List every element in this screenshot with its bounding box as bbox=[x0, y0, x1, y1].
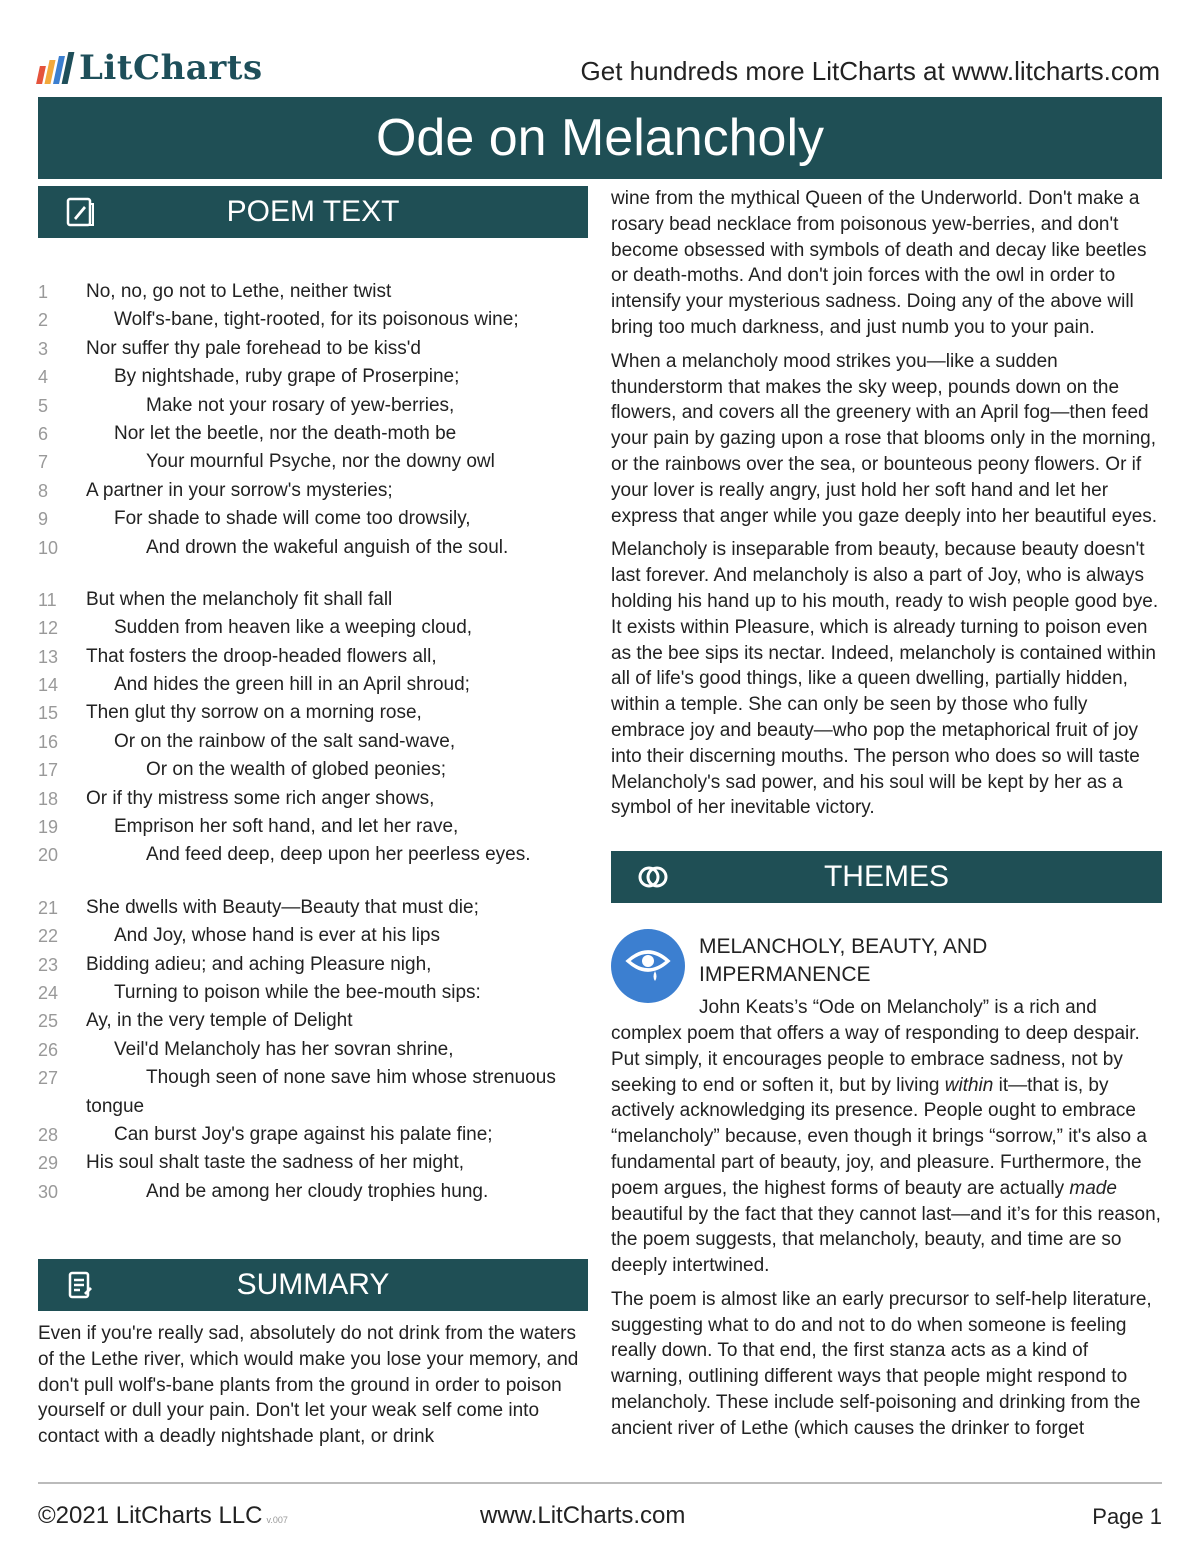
line-text bbox=[114, 922, 440, 950]
line-text bbox=[86, 1007, 352, 1035]
line-number: 17 bbox=[38, 760, 59, 781]
line-text bbox=[146, 841, 531, 869]
line-text-part: And feed deep, deep upon her peerless eyes. bbox=[146, 844, 531, 866]
theme-paragraph bbox=[611, 995, 1162, 1279]
poem-line bbox=[38, 1178, 588, 1206]
line-number: 6 bbox=[38, 423, 49, 444]
poem-line bbox=[38, 951, 588, 979]
poem-line bbox=[38, 534, 588, 562]
poem-line bbox=[38, 1064, 588, 1121]
theme-text: beautiful by the fact that they cannot last—and it’s for this reason, the poem suggests, that melancholy, beauty, and time are so deeply intertwined. bbox=[611, 1203, 1161, 1277]
line-text-part: And be among her cloudy trophies hung. bbox=[146, 1180, 489, 1202]
line-text bbox=[86, 1064, 626, 1121]
line-number: 20 bbox=[38, 845, 59, 866]
page-header bbox=[38, 48, 1162, 96]
footer-copyright bbox=[38, 1502, 288, 1530]
summary-section bbox=[38, 1259, 588, 1458]
line-text-part: That fosters the droop-headed flowers all, bbox=[86, 645, 437, 667]
line-number: 1 bbox=[38, 282, 49, 302]
poem-line bbox=[38, 586, 588, 614]
line-text-part: Bidding adieu; and aching Pleasure nigh, bbox=[86, 953, 432, 975]
line-text bbox=[146, 534, 508, 562]
poem-stanza bbox=[38, 586, 588, 870]
line-text-part: But when the melancholy fit shall fall bbox=[86, 588, 393, 610]
theme-paragraph: The poem is almost like an early precursor to self-help literature, suggesting what to do and not to do when someone is feeling really down. To that end, the first stanza acts as a kind of warning, outlining different ways that people might respond to melancholy. These include self-poisoning and drinking from the ancient river of Lethe (which causes the drinker to forget bbox=[611, 1288, 1152, 1439]
summary-header bbox=[38, 1259, 588, 1311]
line-text bbox=[86, 643, 437, 671]
poem-line bbox=[38, 813, 588, 841]
line-text-continuation: tongue bbox=[86, 1095, 145, 1117]
line-text-part: A partner in your sorrow's mysteries; bbox=[86, 479, 393, 501]
poem-line bbox=[38, 1036, 588, 1064]
poem-line bbox=[38, 699, 588, 727]
line-text-part: By nightshade, ruby grape of Proserpine; bbox=[114, 366, 460, 388]
line-number: 2 bbox=[38, 310, 49, 331]
poem-text-heading: POEM TEXT bbox=[226, 195, 400, 228]
theme-text-emphasis: made bbox=[1069, 1177, 1117, 1199]
line-text bbox=[146, 756, 446, 784]
line-text-part: And Joy, whose hand is ever at his lips bbox=[114, 925, 440, 947]
left-column bbox=[38, 186, 588, 1230]
line-number: 8 bbox=[38, 480, 49, 501]
footer-site-link[interactable]: www.LitCharts.com bbox=[480, 1502, 686, 1529]
poem-body bbox=[38, 278, 588, 1206]
poem-line bbox=[38, 785, 588, 813]
line-number: 11 bbox=[38, 589, 57, 610]
poem-line bbox=[38, 392, 588, 420]
line-number: 5 bbox=[38, 395, 49, 416]
line-number: 13 bbox=[38, 646, 59, 667]
line-text bbox=[86, 894, 479, 922]
line-number: 10 bbox=[38, 537, 59, 558]
line-text-part: Or on the rainbow of the salt sand-wave, bbox=[114, 730, 456, 752]
line-text-part: Turning to poison while the bee-mouth sips: bbox=[114, 981, 481, 1003]
poem-line bbox=[38, 671, 588, 699]
line-number: 12 bbox=[38, 618, 59, 639]
summary-paragraph: Even if you're really sad, absolutely do not drink from the waters of the Lethe river, which would make you lose your memory, and don't pull wolf's-bane plants from the ground in order to poison yourself or dull your pain. Don't let your weak self come into contact with a deadly nightshade plant, or drink bbox=[38, 1323, 579, 1448]
line-number: 16 bbox=[38, 731, 59, 752]
line-text bbox=[146, 392, 454, 420]
line-text bbox=[86, 335, 421, 363]
themes-header bbox=[611, 851, 1162, 903]
poem-line bbox=[38, 979, 588, 1007]
poem-line bbox=[38, 922, 588, 950]
line-text-part: Though seen of none save him whose strenuous bbox=[146, 1067, 556, 1089]
line-text bbox=[114, 728, 455, 756]
line-text bbox=[86, 785, 434, 813]
line-text-part: Can burst Joy's grape against his palate fine; bbox=[114, 1123, 493, 1145]
poem-line bbox=[38, 477, 588, 505]
logo-bars-icon bbox=[38, 52, 71, 84]
poem-line bbox=[38, 1149, 588, 1177]
line-text bbox=[86, 586, 392, 614]
poem-stanza bbox=[38, 894, 588, 1206]
line-text bbox=[146, 448, 495, 476]
poem-line bbox=[38, 756, 588, 784]
line-text-part: Emprison her soft hand, and let her rave, bbox=[114, 816, 459, 838]
line-text bbox=[114, 420, 456, 448]
line-text-part: Or on the wealth of globed peonies; bbox=[146, 759, 446, 781]
poem-line bbox=[38, 448, 588, 476]
page-number: Page 1 bbox=[1092, 1504, 1162, 1529]
line-text bbox=[114, 813, 458, 841]
line-number: 26 bbox=[38, 1039, 59, 1060]
line-number: 15 bbox=[38, 703, 59, 724]
line-text bbox=[86, 278, 391, 306]
summary-paragraph: Melancholy is inseparable from beauty, because beauty doesn't last forever. And melancholy is also a part of Joy, who is always holding his hand up to his mouth, ready to wish people good bye. It exists within Pleasure, which is already turning to poison even as the bee sips its nectar. Indeed, melancholy is contained within all of life's good things, like a queen dwelling, partially hidden, within a temple. She can only be seen by those who fully embrace joy and beauty—who pop the metaphorical fruit of joy into their discerning mouths. The person who does so will taste Melancholy's sad power, and his soul will be kept by her as a symbol of her inevitable victory. bbox=[611, 539, 1159, 819]
summary-paragraph: When a melancholy mood strikes you—like a sudden thunderstorm that makes the sky weep, pounds down on the flowers, and covers all the greenery with an April fog—then feed your pain by gazing upon a rose that blooms only in the morning, or the rainbows over the sea, or bounteous peony flowers. Or if your lover is really angry, just hold her soft hand and let her express that anger while you gaze deeply into her beautiful eyes. bbox=[611, 350, 1158, 527]
line-text bbox=[86, 1149, 464, 1177]
line-number: 27 bbox=[38, 1068, 59, 1089]
line-number: 29 bbox=[38, 1153, 59, 1174]
theme-heading-block bbox=[611, 929, 1162, 995]
page-title: Ode on Melancholy bbox=[38, 97, 1162, 179]
line-text bbox=[114, 671, 470, 699]
right-column bbox=[611, 186, 1162, 1450]
poem-line bbox=[38, 841, 588, 869]
footer-divider bbox=[38, 1482, 1162, 1484]
poem-line bbox=[38, 643, 588, 671]
poem-line bbox=[38, 894, 588, 922]
notes-icon bbox=[64, 1269, 96, 1301]
line-number: 21 bbox=[38, 897, 59, 918]
line-text-part: Sudden from heaven like a weeping cloud, bbox=[114, 617, 473, 639]
poem-line bbox=[38, 1007, 588, 1035]
line-number: 22 bbox=[38, 926, 59, 947]
poem-line bbox=[38, 1121, 588, 1149]
summary-heading: SUMMARY bbox=[236, 1268, 390, 1301]
poem-line bbox=[38, 278, 588, 306]
poem-line bbox=[38, 420, 588, 448]
line-text bbox=[86, 951, 431, 979]
line-text bbox=[114, 363, 459, 391]
line-number: 3 bbox=[38, 338, 49, 359]
theme-text: it—that is, by actively acknowledging its presence. People ought to embrace “melancholy” because, even though it brings “sorrow,” it's also a fundamental part of beauty, joy, and pleasure. Furthermore, the poem argues, the highest forms of beauty are actually bbox=[611, 1074, 1147, 1199]
poem-line bbox=[38, 505, 588, 533]
line-text-part: For shade to shade will come too drowsily, bbox=[114, 508, 471, 530]
line-text bbox=[114, 614, 472, 642]
version-text: v.007 bbox=[266, 1515, 288, 1525]
line-number: 24 bbox=[38, 982, 59, 1003]
summary-paragraph: wine from the mythical Queen of the Underworld. Don't make a rosary bead necklace from poisonous yew-berries, and don't become obsessed with symbols of death and decay like beetles or death-moths. And don't join forces with the owl in order to intensify your mysterious sadness. Doing any of the above will bring too much darkness, and just numb you to your pain. bbox=[611, 188, 1147, 338]
line-text-part: His soul shalt taste the sadness of her might, bbox=[86, 1152, 465, 1174]
line-number: 7 bbox=[38, 452, 49, 473]
line-text bbox=[114, 505, 471, 533]
poem-line bbox=[38, 614, 588, 642]
line-text-part: And drown the wakeful anguish of the soul. bbox=[146, 536, 509, 558]
line-number: 25 bbox=[38, 1011, 59, 1032]
line-number: 18 bbox=[38, 788, 59, 809]
poem-line bbox=[38, 335, 588, 363]
line-text-part: Ay, in the very temple of Delight bbox=[86, 1010, 353, 1032]
litcharts-logo[interactable] bbox=[38, 48, 263, 88]
line-text-part: Make not your rosary of yew-berries, bbox=[146, 394, 455, 416]
line-text-part: Or if thy mistress some rich anger shows, bbox=[86, 787, 435, 809]
line-number: 28 bbox=[38, 1124, 59, 1145]
crying-eye-icon bbox=[611, 929, 685, 1003]
line-text bbox=[114, 979, 481, 1007]
line-number: 9 bbox=[38, 509, 49, 530]
line-number: 30 bbox=[38, 1181, 59, 1202]
line-text-part: She dwells with Beauty—Beauty that must die; bbox=[86, 896, 479, 918]
line-text-part: Nor let the beetle, nor the death-moth be bbox=[114, 422, 457, 444]
line-text-part: Then glut thy sorrow on a morning rose, bbox=[86, 702, 422, 724]
line-number: 19 bbox=[38, 817, 59, 838]
line-text bbox=[114, 1036, 453, 1064]
theme-rings-icon bbox=[637, 861, 669, 893]
line-number: 23 bbox=[38, 954, 59, 975]
page-footer bbox=[38, 1500, 1162, 1536]
logo-text: LitCharts bbox=[79, 48, 263, 88]
line-text bbox=[114, 306, 519, 334]
poem-line bbox=[38, 728, 588, 756]
copyright-text: ©2021 LitCharts LLC bbox=[38, 1502, 263, 1529]
line-text-part: And hides the green hill in an April shroud; bbox=[114, 674, 470, 696]
line-text bbox=[86, 477, 393, 505]
line-number: 4 bbox=[38, 367, 49, 388]
theme-text-emphasis: within bbox=[944, 1074, 994, 1096]
line-text bbox=[86, 699, 422, 727]
poem-text-header bbox=[38, 186, 588, 238]
poem-line bbox=[38, 306, 588, 334]
line-text-part: Nor suffer thy pale forehead to be kiss'd bbox=[86, 337, 421, 359]
document-pen-icon bbox=[64, 196, 96, 228]
line-text-part: No, no, go not to Lethe, neither twist bbox=[86, 281, 392, 302]
themes-heading: THEMES bbox=[823, 860, 949, 894]
theme-title: MELANCHOLY, BEAUTY, AND IMPERMANENCE bbox=[699, 935, 988, 987]
theme-text: John Keats’s “Ode on Melancholy” is a rich and complex poem that offers a way of responding to deep despair. Put simply, it encourages people to embrace sadness, not by seeking to end or soften it, but by living bbox=[611, 997, 1140, 1096]
line-text-part: Veil'd Melancholy has her sovran shrine, bbox=[114, 1038, 454, 1060]
header-tagline[interactable]: Get hundreds more LitCharts at www.litcharts.com bbox=[580, 56, 1160, 86]
poem-stanza bbox=[38, 278, 588, 562]
line-text bbox=[114, 1121, 493, 1149]
line-text-part: Your mournful Psyche, nor the downy owl bbox=[146, 451, 495, 473]
line-number: 14 bbox=[38, 675, 59, 696]
poem-line bbox=[38, 363, 588, 391]
line-text bbox=[146, 1178, 488, 1206]
line-text-part: Wolf's-bane, tight-rooted, for its poisonous wine; bbox=[114, 309, 519, 331]
